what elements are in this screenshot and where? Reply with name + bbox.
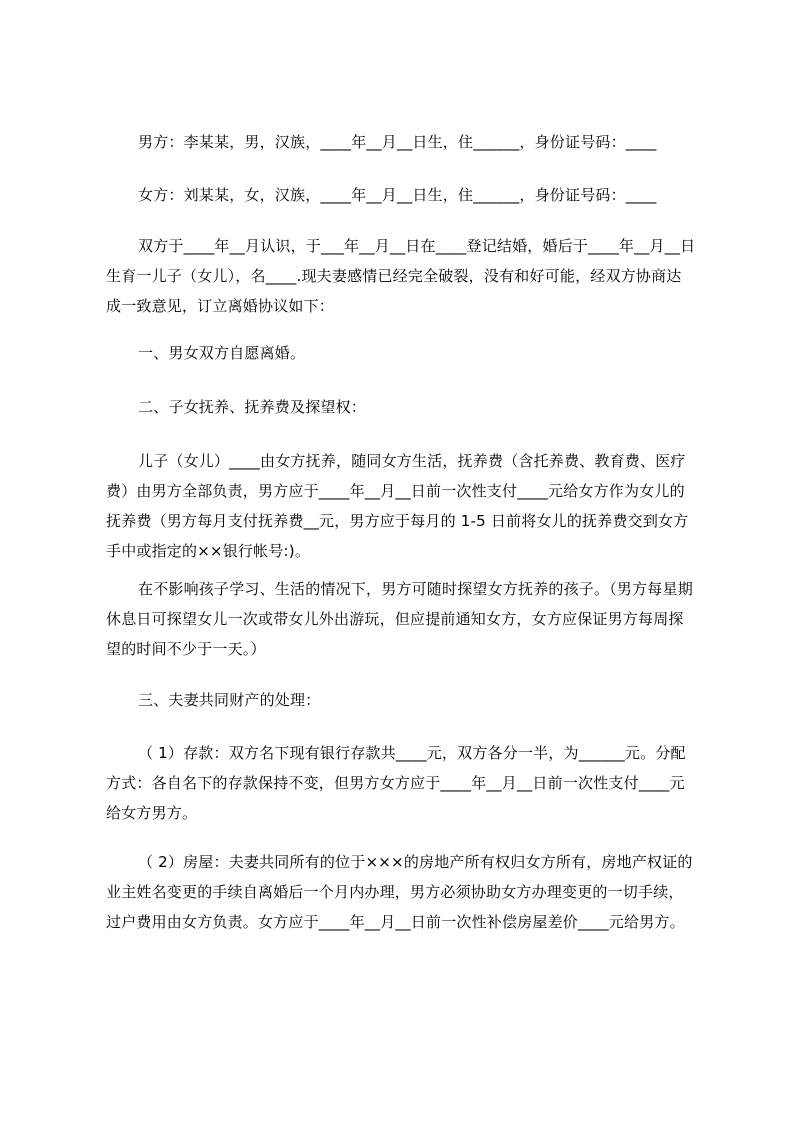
clause-visitation: 在不影响孩子学习、生活的情况下，男方可随时探望女方抚养的孩子。（男方每星期休息日可探望女儿一次或带女儿外出游玩，但应提前通知女方，女方应保证男方每周探望的时间不少于一天。） bbox=[106, 580, 693, 658]
clause-divorce: 一、男女双方自愿离婚。 bbox=[138, 344, 306, 362]
party-male: 男方：李某某，男，汉族，____年__月__日生，住______，身份证号码：____ bbox=[138, 133, 657, 151]
clause-child-heading: 二、子女抚养、抚养费及探望权： bbox=[138, 398, 367, 416]
clause-savings: （ 1）存款：双方名下现有银行存款共____元，双方各分一半，为______元。分配方式：各自名下的存款保持不变，但男方女方应于____年__月__日前一次性支付____元给女方男方。 bbox=[106, 744, 686, 822]
marriage-background: 双方于____年__月认识，于___年__月__日在____登记结婚，婚后于____年__月__日生育一儿子（女儿），名____.现夫妻感情已经完全破裂，没有和好可能，经双方协商达成一致意见，订立离婚协议如下： bbox=[106, 237, 696, 315]
clause-property-heading: 三、夫妻共同财产的处理： bbox=[138, 691, 321, 709]
clause-child-support: 儿子（女儿）____由女方抚养，随同女方生活，抚养费（含托养费、教育费、医疗费）由男方全部负责，男方应于____年__月__日前一次性支付____元给女方作为女儿的抚养费（男方每月支付抚养费__元，男方应于每月的 1-5 日前将女儿的抚养费交到女方手中或指定的××银行帐号:)。 bbox=[106, 452, 689, 560]
party-female: 女方：刘某某，女，汉族，____年__月__日生，住______，身份证号码：____ bbox=[138, 186, 657, 204]
clause-house: （ 2）房屋：夫妻共同所有的位于×××的房地产所有权归女方所有，房地产权证的业主姓名变更的手续自离婚后一个月内办理，男方必须协助女方办理变更的一切手续，过户费用由女方负责。女方应于____年__月__日前一次性补偿房屋差价____元给男方。 bbox=[106, 853, 693, 931]
